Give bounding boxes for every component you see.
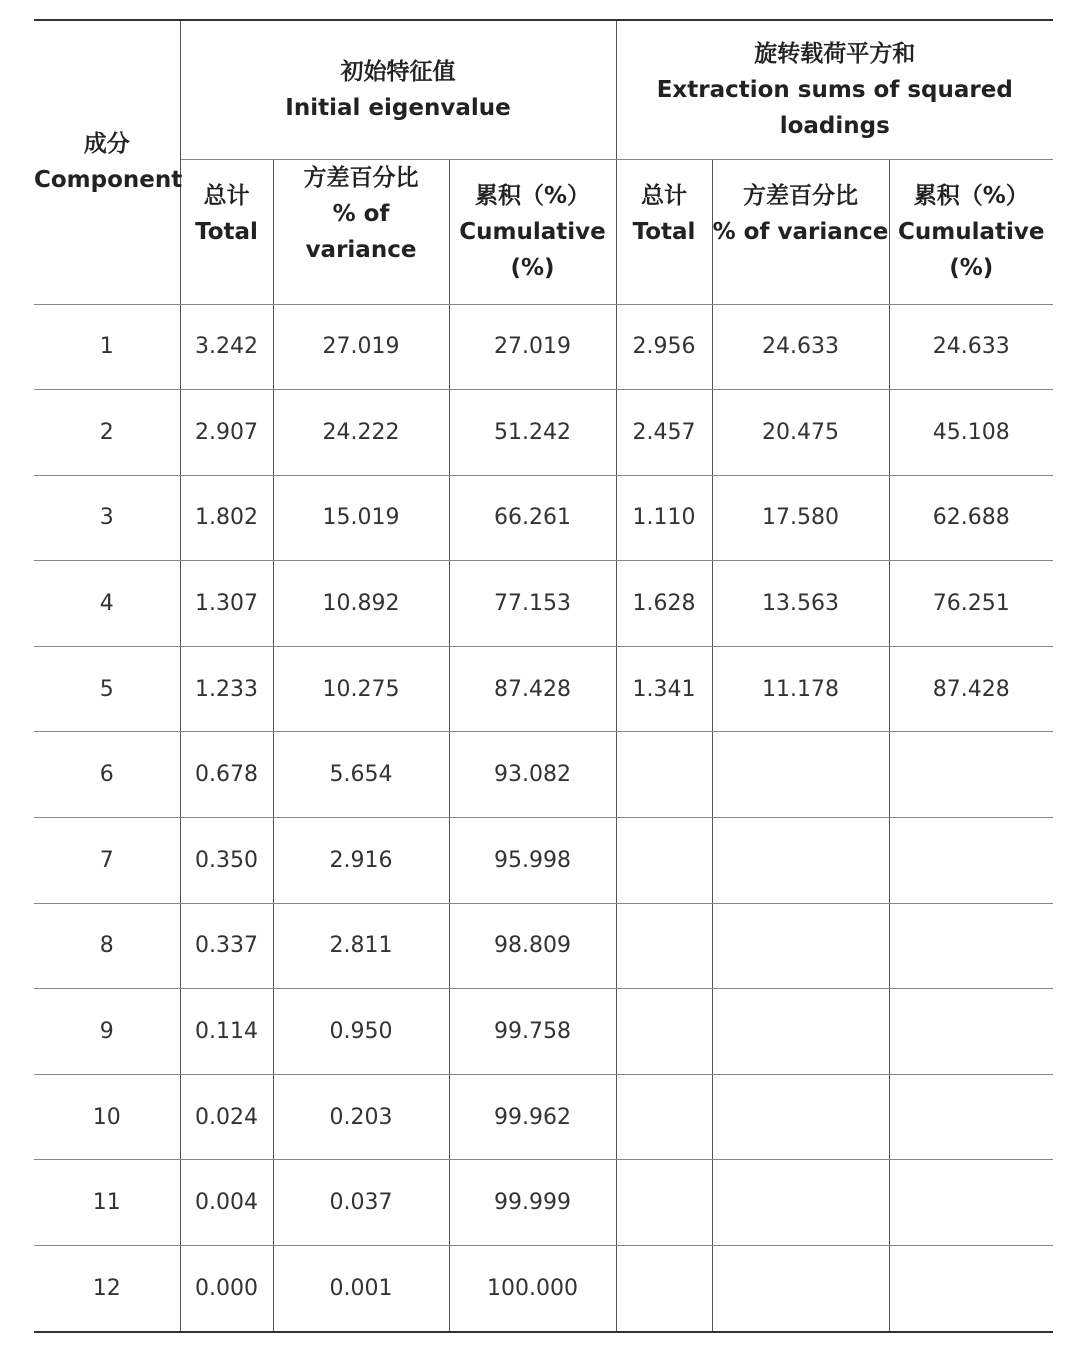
sub-header-en2: (%) <box>949 254 994 281</box>
component-header-en: Component <box>34 167 183 194</box>
initial-variance-cell: 0.001 <box>273 1246 449 1332</box>
table-row <box>34 646 1053 732</box>
initial-cumulative-cell: 99.962 <box>449 1074 616 1160</box>
initial-cumulative-header <box>449 159 616 304</box>
extraction-variance-cell <box>712 989 889 1075</box>
extraction-total-cell: 2.457 <box>616 390 712 476</box>
initial-cumulative-cell: 99.999 <box>449 1160 616 1246</box>
initial-total-cell: 3.242 <box>180 304 273 390</box>
table-row <box>34 1160 1053 1246</box>
sub-header-en: % of variance <box>305 200 417 263</box>
initial-cumulative-cell: 87.428 <box>449 646 616 732</box>
extraction-cumulative-cell: 87.428 <box>889 646 1053 732</box>
extraction-variance-cell <box>712 1160 889 1246</box>
extraction-cumulative-header <box>889 159 1053 304</box>
extraction-total-cell <box>616 818 712 904</box>
table-row <box>34 390 1053 476</box>
extraction-total-cell: 1.341 <box>616 646 712 732</box>
initial-cumulative-cell: 95.998 <box>449 818 616 904</box>
initial-cumulative-cell: 93.082 <box>449 732 616 818</box>
extraction-total-cell <box>616 732 712 818</box>
extraction-header-zh: 旋转载荷平方和 <box>754 40 916 67</box>
initial-total-cell: 0.350 <box>180 818 273 904</box>
sub-header-en2: (%) <box>510 254 555 281</box>
component-cell: 2 <box>34 390 180 476</box>
extraction-variance-cell <box>712 732 889 818</box>
extraction-total-cell <box>616 989 712 1075</box>
sub-header-zh: 累积（%） <box>913 182 1029 209</box>
initial-cumulative-cell: 99.758 <box>449 989 616 1075</box>
component-cell: 10 <box>34 1074 180 1160</box>
extraction-header <box>616 20 1053 159</box>
sub-header-en: Cumulative <box>459 218 606 245</box>
sub-header-en: Total <box>632 218 696 245</box>
initial-variance-cell: 15.019 <box>273 475 449 561</box>
table-body <box>34 304 1053 1332</box>
extraction-variance-cell <box>712 903 889 989</box>
extraction-cumulative-cell <box>889 818 1053 904</box>
initial-cumulative-cell: 77.153 <box>449 561 616 647</box>
extraction-cumulative-cell <box>889 1246 1053 1332</box>
table-row <box>34 903 1053 989</box>
sub-header-en: Cumulative <box>898 218 1045 245</box>
component-header-zh: 成分 <box>83 131 130 158</box>
initial-cumulative-cell: 27.019 <box>449 304 616 390</box>
extraction-cumulative-cell: 76.251 <box>889 561 1053 647</box>
extraction-total-cell <box>616 903 712 989</box>
extraction-variance-cell: 17.580 <box>712 475 889 561</box>
initial-total-cell: 1.307 <box>180 561 273 647</box>
table-row <box>34 304 1053 390</box>
sub-header-zh: 方差百分比 <box>303 164 419 191</box>
sub-header-zh: 总计 <box>641 182 687 209</box>
sub-header-zh: 方差百分比 <box>743 182 858 209</box>
extraction-total-cell <box>616 1160 712 1246</box>
extraction-total-cell <box>616 1246 712 1332</box>
initial-total-header <box>180 159 273 304</box>
component-cell: 5 <box>34 646 180 732</box>
extraction-cumulative-cell <box>889 989 1053 1075</box>
initial-total-cell: 0.114 <box>180 989 273 1075</box>
initial-eigenvalue-header-zh: 初始特征值 <box>340 58 456 85</box>
table-row <box>34 561 1053 647</box>
initial-variance-cell: 24.222 <box>273 390 449 476</box>
initial-cumulative-cell: 66.261 <box>449 475 616 561</box>
sub-header-zh: 总计 <box>203 182 250 209</box>
eigenvalue-table <box>34 19 1053 1333</box>
extraction-variance-cell <box>712 1074 889 1160</box>
extraction-header-en1: Extraction sums of squared <box>656 76 1013 103</box>
table-row <box>34 1074 1053 1160</box>
sub-header-en: Total <box>195 218 258 245</box>
initial-total-cell: 0.024 <box>180 1074 273 1160</box>
table-row <box>34 989 1053 1075</box>
extraction-variance-cell: 11.178 <box>712 646 889 732</box>
component-cell: 7 <box>34 818 180 904</box>
initial-cumulative-cell: 98.809 <box>449 903 616 989</box>
initial-cumulative-cell: 51.242 <box>449 390 616 476</box>
extraction-cumulative-cell: 62.688 <box>889 475 1053 561</box>
extraction-variance-cell: 24.633 <box>712 304 889 390</box>
extraction-total-cell: 2.956 <box>616 304 712 390</box>
extraction-total-cell: 1.628 <box>616 561 712 647</box>
component-cell: 12 <box>34 1246 180 1332</box>
initial-variance-cell: 5.654 <box>273 732 449 818</box>
initial-total-cell: 1.802 <box>180 475 273 561</box>
initial-total-cell: 1.233 <box>180 646 273 732</box>
initial-total-cell: 0.678 <box>180 732 273 818</box>
component-header <box>34 20 183 304</box>
extraction-total-header <box>616 159 712 304</box>
component-cell: 4 <box>34 561 180 647</box>
initial-variance-cell: 0.203 <box>273 1074 449 1160</box>
initial-variance-cell: 27.019 <box>273 304 449 390</box>
sub-header-en: % of variance <box>712 218 889 245</box>
initial-variance-header <box>273 159 449 304</box>
extraction-cumulative-cell: 45.108 <box>889 390 1053 476</box>
extraction-total-cell <box>616 1074 712 1160</box>
extraction-variance-cell: 13.563 <box>712 561 889 647</box>
table-row <box>34 732 1053 818</box>
component-cell: 1 <box>34 304 180 390</box>
component-cell: 9 <box>34 989 180 1075</box>
extraction-cumulative-cell: 24.633 <box>889 304 1053 390</box>
initial-eigenvalue-header-en: Initial eigenvalue <box>285 94 511 121</box>
sub-header-zh: 累积（%） <box>474 182 591 209</box>
initial-total-cell: 0.000 <box>180 1246 273 1332</box>
extraction-variance-cell <box>712 818 889 904</box>
extraction-header-en2: loadings <box>779 112 890 139</box>
initial-variance-cell: 10.275 <box>273 646 449 732</box>
table-row <box>34 475 1053 561</box>
component-cell: 8 <box>34 903 180 989</box>
initial-variance-cell: 0.950 <box>273 989 449 1075</box>
initial-total-cell: 2.907 <box>180 390 273 476</box>
initial-eigenvalue-header <box>180 20 616 159</box>
initial-cumulative-cell: 100.000 <box>449 1246 616 1332</box>
extraction-cumulative-cell <box>889 1160 1053 1246</box>
component-cell: 3 <box>34 475 180 561</box>
extraction-variance-cell <box>712 1246 889 1332</box>
initial-variance-cell: 0.037 <box>273 1160 449 1246</box>
extraction-cumulative-cell <box>889 732 1053 818</box>
extraction-total-cell: 1.110 <box>616 475 712 561</box>
extraction-cumulative-cell <box>889 903 1053 989</box>
extraction-variance-header <box>712 159 889 304</box>
component-cell: 6 <box>34 732 180 818</box>
table-row <box>34 818 1053 904</box>
initial-variance-cell: 2.811 <box>273 903 449 989</box>
initial-variance-cell: 10.892 <box>273 561 449 647</box>
initial-total-cell: 0.004 <box>180 1160 273 1246</box>
initial-total-cell: 0.337 <box>180 903 273 989</box>
extraction-variance-cell: 20.475 <box>712 390 889 476</box>
extraction-cumulative-cell <box>889 1074 1053 1160</box>
table-row <box>34 1246 1053 1332</box>
initial-variance-cell: 2.916 <box>273 818 449 904</box>
component-cell: 11 <box>34 1160 180 1246</box>
